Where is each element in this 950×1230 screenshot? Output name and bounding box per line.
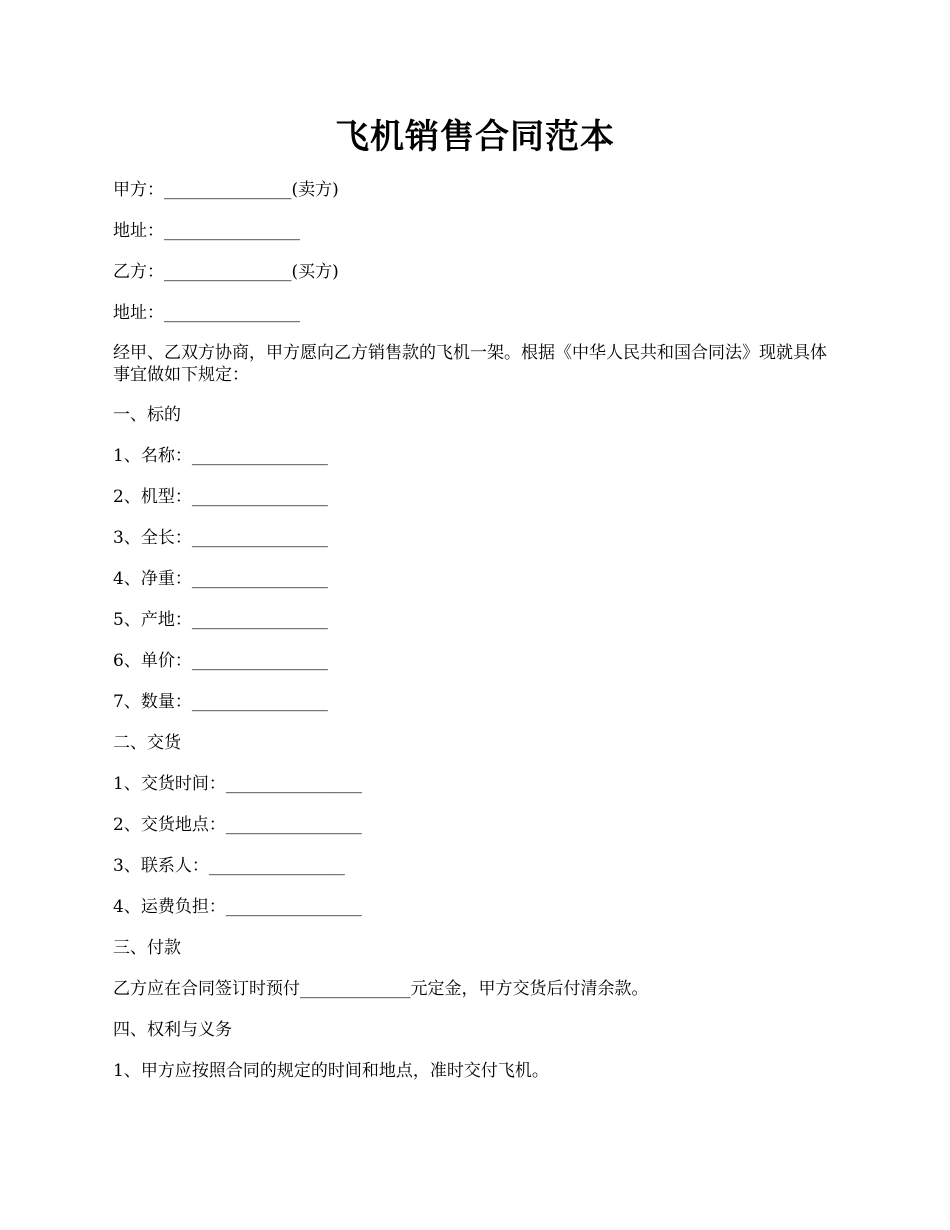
subject-quantity-line: 7、数量：________________	[113, 692, 328, 712]
party-b-address-line: 地址：________________	[113, 303, 300, 323]
subject-model-line: 2、机型：________________	[113, 487, 328, 507]
delivery-place-line: 2、交货地点：________________	[113, 815, 362, 835]
section-heading-rights: 四、权利与义务	[113, 1020, 232, 1040]
preamble-paragraph: 经甲、乙双方协商，甲方愿向乙方销售款的飞机一架。根据《中华人民共和国合同法》现就具体事宜做如下规定：	[113, 343, 827, 385]
document-title: 飞机销售合同范本	[335, 117, 615, 157]
party-b-line: 乙方：_______________(买方)	[113, 262, 339, 282]
section-heading-delivery: 二、交货	[113, 733, 181, 753]
section-heading-payment: 三、付款	[113, 938, 181, 958]
subject-origin-line: 5、产地：________________	[113, 610, 328, 630]
rights-clause-1: 1、甲方应按照合同的规定的时间和地点，准时交付飞机。	[113, 1061, 549, 1081]
payment-terms-line: 乙方应在合同签订时预付_____________元定金，甲方交货后付清余款。	[113, 979, 649, 999]
delivery-freight-line: 4、运费负担：________________	[113, 897, 362, 917]
section-heading-subject: 一、标的	[113, 405, 181, 425]
subject-length-line: 3、全长：________________	[113, 528, 328, 548]
subject-weight-line: 4、净重：________________	[113, 569, 328, 589]
delivery-time-line: 1、交货时间：________________	[113, 774, 362, 794]
party-a-line: 甲方：_______________(卖方)	[113, 180, 339, 200]
document-body	[113, 178, 843, 1100]
subject-price-line: 6、单价：________________	[113, 651, 328, 671]
subject-name-line: 1、名称：________________	[113, 446, 328, 466]
party-a-address-line: 地址：________________	[113, 221, 300, 241]
delivery-contact-line: 3、联系人：________________	[113, 856, 345, 876]
